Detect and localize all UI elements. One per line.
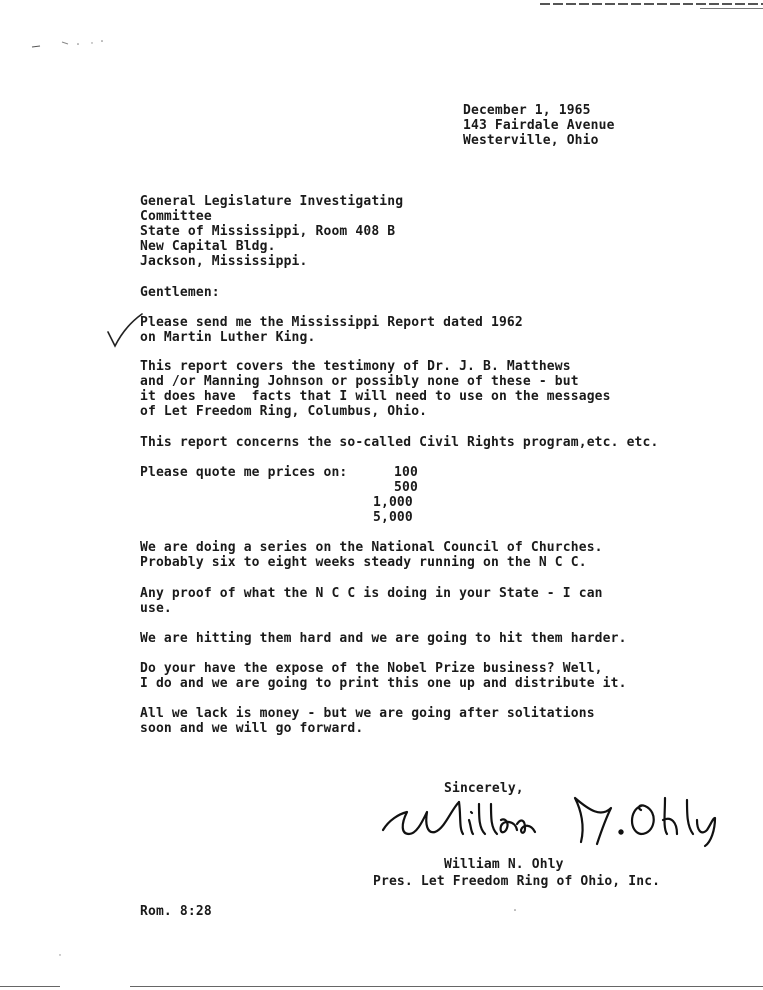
sender-city: Westerville, Ohio — [463, 133, 599, 148]
p5-line-1: We are doing a series on the National Council of Churches. — [140, 540, 603, 555]
p2-line-1: This report covers the testimony of Dr. J. B. Matthews — [140, 359, 571, 374]
quantity-5000: 5,000 — [373, 510, 413, 525]
recipient-line-5: Jackson, Mississippi. — [140, 254, 308, 269]
p5-line-2: Probably six to eight weeks steady running on the N C C. — [140, 555, 587, 570]
letter-date: December 1, 1965 — [463, 103, 591, 118]
recipient-line-3: State of Mississippi, Room 408 B — [140, 224, 396, 239]
quantity-500: 500 — [394, 480, 418, 495]
valediction: Sincerely, — [444, 781, 524, 796]
quantity-100: 100 — [394, 465, 418, 480]
signature — [375, 790, 745, 850]
p8-line-1: Do your have the expose of the Nobel Prize business? Well, — [140, 661, 603, 676]
p6-line-1: Any proof of what the N C C is doing in your State - I can — [140, 586, 603, 601]
quantity-1000: 1,000 — [373, 495, 413, 510]
scripture-reference: Rom. 8:28 — [140, 904, 212, 919]
recipient-line-2: Committee — [140, 209, 212, 224]
p1-line-2: on Martin Luther King. — [140, 330, 316, 345]
recipient-line-1: General Legislature Investigating — [140, 194, 404, 209]
recipient-line-4: New Capital Bldg. — [140, 239, 276, 254]
p1-line-1: Please send me the Mississippi Report dated 1962 — [140, 315, 523, 330]
p9-line-2: soon and we will go forward. — [140, 721, 364, 736]
salutation: Gentlemen: — [140, 285, 220, 300]
p6-line-2: use. — [140, 601, 172, 616]
bottom-edge-line-right — [130, 986, 763, 987]
p3-line-1: This report concerns the so-called Civil Rights program,etc. etc. — [140, 435, 659, 450]
sender-street: 143 Fairdale Avenue — [463, 118, 615, 133]
p9-line-1: All we lack is money - but we are going after solitations — [140, 706, 595, 721]
signer-title: Pres. Let Freedom Ring of Ohio, Inc. — [373, 874, 661, 889]
p7-line-1: We are hitting them hard and we are going to hit them harder. — [140, 631, 627, 646]
p2-line-2: and /or Manning Johnson or possibly none of these - but — [140, 374, 579, 389]
p2-line-3: it does have facts that I will need to use on the messages — [140, 389, 611, 404]
signer-name: William N. Ohly — [444, 857, 564, 872]
p8-line-2: I do and we are going to print this one up and distribute it. — [140, 676, 627, 691]
p2-line-4: of Let Freedom Ring, Columbus, Ohio. — [140, 404, 428, 419]
bottom-edge-line-left — [0, 986, 60, 987]
price-request-label: Please quote me prices on: — [140, 465, 348, 480]
